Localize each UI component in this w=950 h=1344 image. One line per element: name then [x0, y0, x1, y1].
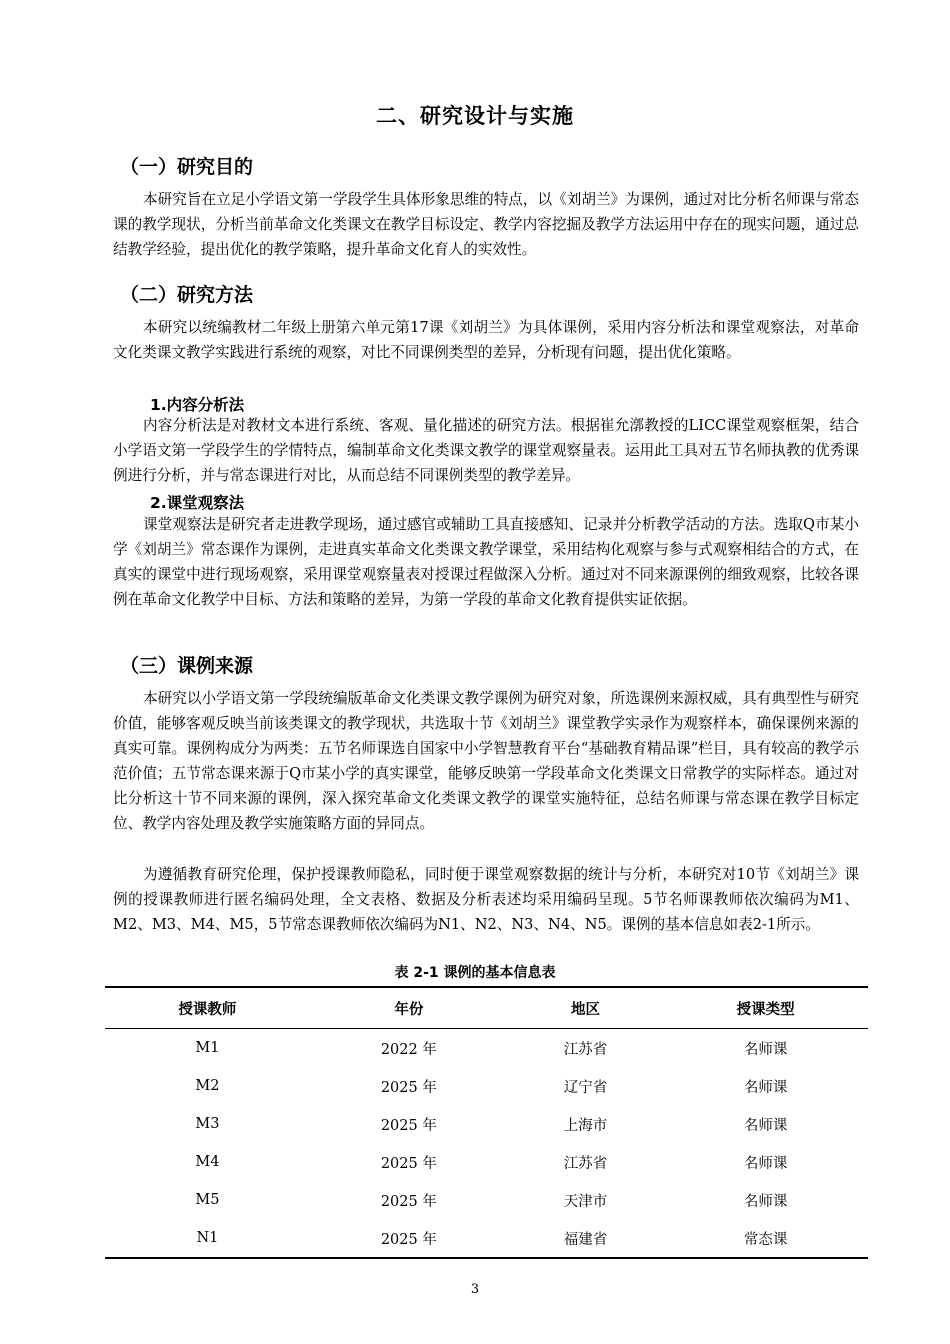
- cell-region: 江苏省: [563, 1041, 608, 1058]
- cell-type: 常态课: [663, 1219, 868, 1258]
- cell-teacher: M5: [195, 1192, 220, 1208]
- table-row: [105, 1143, 868, 1181]
- table-row: [105, 1029, 868, 1068]
- cell-region: 上海市: [563, 1117, 608, 1134]
- paragraph-coding: 为遵循教育研究伦理，保护授课教师隐私，同时便于课堂观察数据的统计与分析，本研究对10节《刘胡兰》课例的授课教师进行匿名编码处理，全文表格、数据及分析表述均采用编码呈现。5节名师课教师依次编码为M1、M2、M3、M4、M5，5节常态课教师依次编码为N1、N2、N3、N4、N5。课例的基本信息如表2-1所示。: [113, 866, 859, 933]
- cell-region: 辽宁省: [563, 1079, 608, 1096]
- table-row: [105, 1219, 868, 1258]
- paragraph-sources: 本研究以小学语文第一学段统编版革命文化类课文教学课例为研究对象，所选课例来源权威，具有典型性与研究价值，能够客观反映当前该类课文的教学现状，共选取十节《刘胡兰》课堂教学实录作为观察样本，确保课例来源的真实可靠。课例构成分为两类：五节名师课选自国家中小学智慧教育平台“基础教育精品课”栏目，具有较高的教学示范价值；五节常态课来源于Q市某小学的真实课堂，能够反映第一学段革命文化类课文日常教学的实际样态。通过对比分析这十节不同来源的课例，深入探究革命文化类课文教学的课堂实施特征，总结名师课与常态课在教学目标定位、教学内容处理及教学实施策略方面的异同点。: [113, 690, 859, 832]
- paragraph-methods-intro: 本研究以统编教材二年级上册第六单元第17课《刘胡兰》为具体课例，采用内容分析法和课堂观察法，对革命文化类课文教学实践进行系统的观察，对比不同课例类型的差异，分析现有问题，提出优化策略。: [113, 319, 859, 361]
- table-row: [105, 1105, 868, 1143]
- paragraph-content-analysis: 内容分析法是对教材文本进行系统、客观、量化描述的研究方法。根据崔允漷教授的LICC课堂观察框架，结合小学语文第一学段学生的学情特点，编制革命文化类课文教学的课堂观察量表。运用此工具对五节名师执教的优秀课例进行分析，并与常态课进行对比，从而总结不同课例类型的教学差异。: [113, 417, 859, 484]
- table-row: [105, 1067, 868, 1105]
- cell-region: 福建省: [508, 1219, 663, 1258]
- section-heading-purpose: （一）研究目的: [120, 156, 254, 178]
- cell-year: 2025 年: [380, 1079, 437, 1096]
- cell-region: 天津市: [563, 1193, 608, 1210]
- course-info-table: [105, 986, 868, 1259]
- cell-type: 名师课: [743, 1041, 788, 1058]
- subsection-heading-classroom-observation: 2.课堂观察法: [150, 494, 245, 512]
- paragraph-purpose: 本研究旨在立足小学语文第一学段学生具体形象思维的特点，以《刘胡兰》为课例，通过对比分析名师课与常态课的教学现状，分析当前革命文化类课文在教学目标设定、教学内容挖掘及教学方法运用中存在的现实问题，通过总结教学经验，提出优化的教学策略，提升革命文化育人的实效性。: [113, 191, 859, 258]
- table-header-row: [105, 987, 868, 1029]
- cell-year: 2025 年: [310, 1219, 508, 1258]
- cell-type: 名师课: [743, 1193, 788, 1210]
- cell-teacher: N1: [105, 1219, 310, 1258]
- header-region: 地区: [508, 987, 663, 1029]
- cell-year: 2025 年: [380, 1193, 437, 1210]
- cell-type: 名师课: [743, 1155, 788, 1172]
- cell-year: 2022 年: [380, 1041, 437, 1058]
- cell-teacher: M3: [195, 1116, 220, 1132]
- header-teacher: 授课教师: [105, 987, 310, 1029]
- cell-type: 名师课: [743, 1117, 788, 1134]
- page-number: 3: [470, 1282, 480, 1297]
- cell-teacher: M4: [195, 1154, 220, 1170]
- chapter-title: 二、研究设计与实施: [376, 104, 574, 128]
- section-heading-methods: （二）研究方法: [120, 284, 254, 306]
- cell-teacher: M2: [195, 1078, 220, 1094]
- cell-year: 2025 年: [380, 1117, 437, 1134]
- table-row: [105, 1181, 868, 1219]
- section-heading-sources: （三）课例来源: [120, 655, 254, 677]
- table-caption: 表 2-1 课例的基本信息表: [394, 965, 556, 981]
- paragraph-classroom-observation: 课堂观察法是研究者走进教学现场，通过感官或辅助工具直接感知、记录并分析教学活动的方法。选取Q市某小学《刘胡兰》常态课作为课例，走进真实革命文化类课文教学课堂，采用结构化观察与参与式观察相结合的方式，在真实的课堂中进行现场观察，采用课堂观察量表对授课过程做深入分析。通过对不同来源课例的细致观察，比较各课例在革命文化教学中目标、方法和策略的差异，为第一学段的革命文化教育提供实证依据。: [113, 516, 859, 608]
- subsection-heading-content-analysis: 1.内容分析法: [150, 396, 245, 414]
- cell-teacher: M1: [195, 1040, 220, 1056]
- header-type: 授课类型: [663, 987, 868, 1029]
- header-year: 年份: [310, 987, 508, 1029]
- cell-region: 江苏省: [563, 1155, 608, 1172]
- cell-year: 2025 年: [380, 1155, 437, 1172]
- cell-type: 名师课: [743, 1079, 788, 1096]
